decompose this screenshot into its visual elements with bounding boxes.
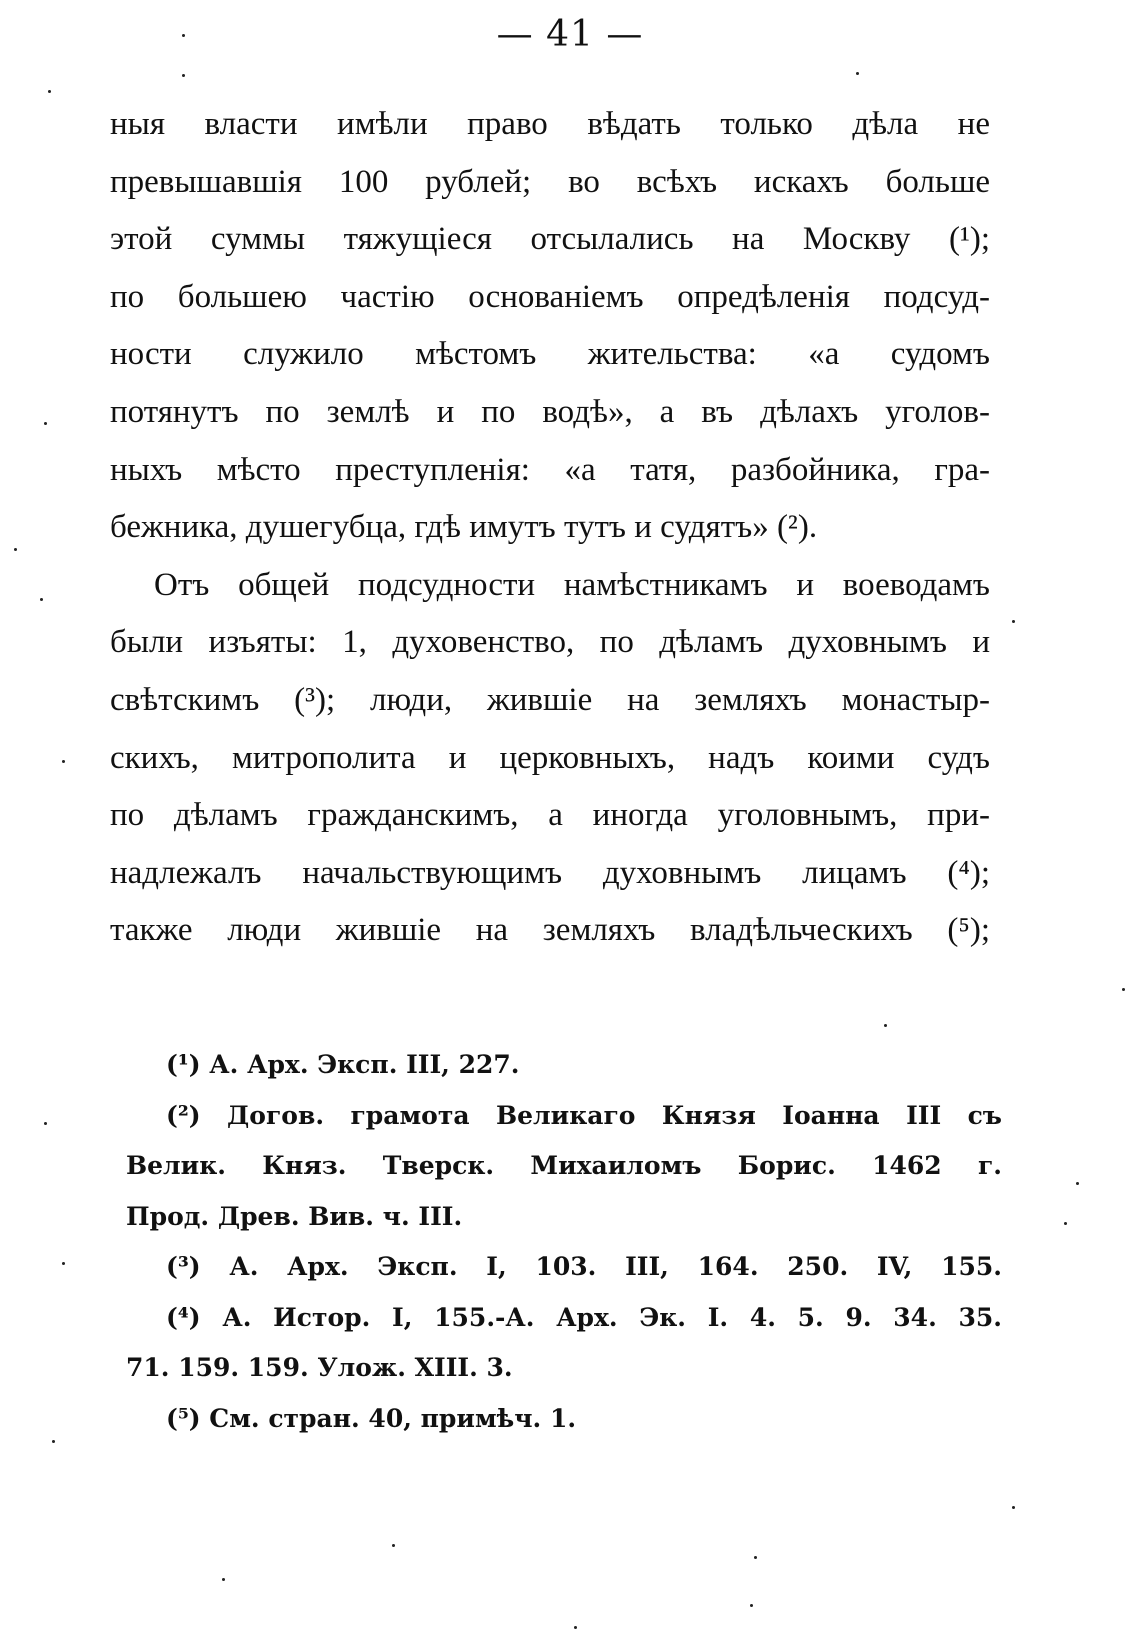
body-line: также люди жившіе на земляхъ владѣльческихъ (⁵);	[110, 912, 990, 949]
footnote-2-continued: Велик. Княз. Тверск. Михаиломъ Борис. 1462 г.	[126, 1151, 1002, 1180]
scan-speck	[856, 72, 859, 75]
scan-speck	[1064, 1222, 1067, 1225]
scan-speck	[182, 34, 185, 37]
footnote-2-continued: Прод. Древ. Вив. ч. III.	[126, 1201, 463, 1231]
page-number: — 41 —	[496, 14, 644, 55]
scan-speck	[14, 548, 17, 551]
body-line: скихъ, митрополита и церковныхъ, надъ коими судъ	[110, 739, 990, 776]
scan-speck	[62, 1262, 65, 1265]
body-line: были изъяты: 1, духовенство, по дѣламъ духовнымъ и	[110, 624, 990, 661]
scan-speck	[52, 1440, 55, 1443]
footnote-3: (³) А. Арх. Эксп. I, 103. III, 164. 250. IV, 155.	[166, 1252, 1002, 1281]
scan-speck	[48, 90, 51, 93]
scan-speck	[1122, 988, 1125, 991]
scan-speck	[44, 1122, 47, 1125]
body-line: надлежалъ начальствующимъ духовнымъ лицамъ (⁴);	[110, 854, 990, 891]
body-line: превышавшія 100 рублей; во всѣхъ искахъ больше	[110, 163, 990, 200]
scan-speck	[754, 1556, 757, 1559]
scan-speck	[1076, 1182, 1079, 1185]
scan-speck	[574, 1626, 577, 1629]
footnote-4-continued: 71. 159. 159. Улож. XIII. 3.	[126, 1353, 513, 1382]
scan-speck	[182, 74, 185, 77]
scan-speck	[1012, 620, 1015, 623]
body-text	[110, 96, 990, 960]
body-line: ныя власти имѣли право вѣдать только дѣла не	[110, 106, 990, 142]
scan-speck	[1012, 1506, 1015, 1509]
scan-speck	[750, 1604, 753, 1607]
body-line: по большею частію основаніемъ опредѣленія подсуд-	[110, 278, 990, 315]
scan-speck	[62, 760, 65, 763]
footnote-1: (¹) А. Арх. Эксп. III, 227.	[166, 1050, 520, 1079]
paragraph-start-line: Отъ общей подсудности намѣстникамъ и воеводамъ	[154, 566, 990, 603]
scan-speck	[40, 598, 43, 601]
body-line: ныхъ мѣсто преступленія: «а татя, разбойника, гра-	[110, 451, 990, 488]
footnote-4: (⁴) А. Истор. I, 155.-А. Арх. Эк. I. 4. 5. 9. 34. 35.	[166, 1302, 1002, 1332]
body-line: этой суммы тяжущіеся отсылались на Москву (¹);	[110, 221, 990, 258]
scan-speck	[884, 1024, 887, 1027]
scan-speck	[44, 422, 47, 425]
body-line: бежника, душегубца, гдѣ имутъ тутъ и судятъ» (²).	[110, 509, 818, 546]
body-line: ности служило мѣстомъ жительства: «а судомъ	[110, 336, 990, 373]
footnotes	[126, 1040, 1002, 1444]
scan-speck	[392, 1544, 395, 1547]
scan-speck	[222, 1578, 225, 1581]
footnote-5: (⁵) См. стран. 40, примѣч. 1.	[166, 1403, 577, 1433]
body-line: потянутъ по землѣ и по водѣ», а въ дѣлахъ уголов-	[110, 393, 990, 430]
body-line: по дѣламъ гражданскимъ, а иногда уголовнымъ, при-	[110, 797, 990, 834]
footnote-2: (²) Догов. грамота Великаго Князя Іоанна III съ	[166, 1100, 1002, 1130]
body-line: свѣтскимъ (³); люди, жившіе на земляхъ монастыр-	[110, 681, 990, 718]
